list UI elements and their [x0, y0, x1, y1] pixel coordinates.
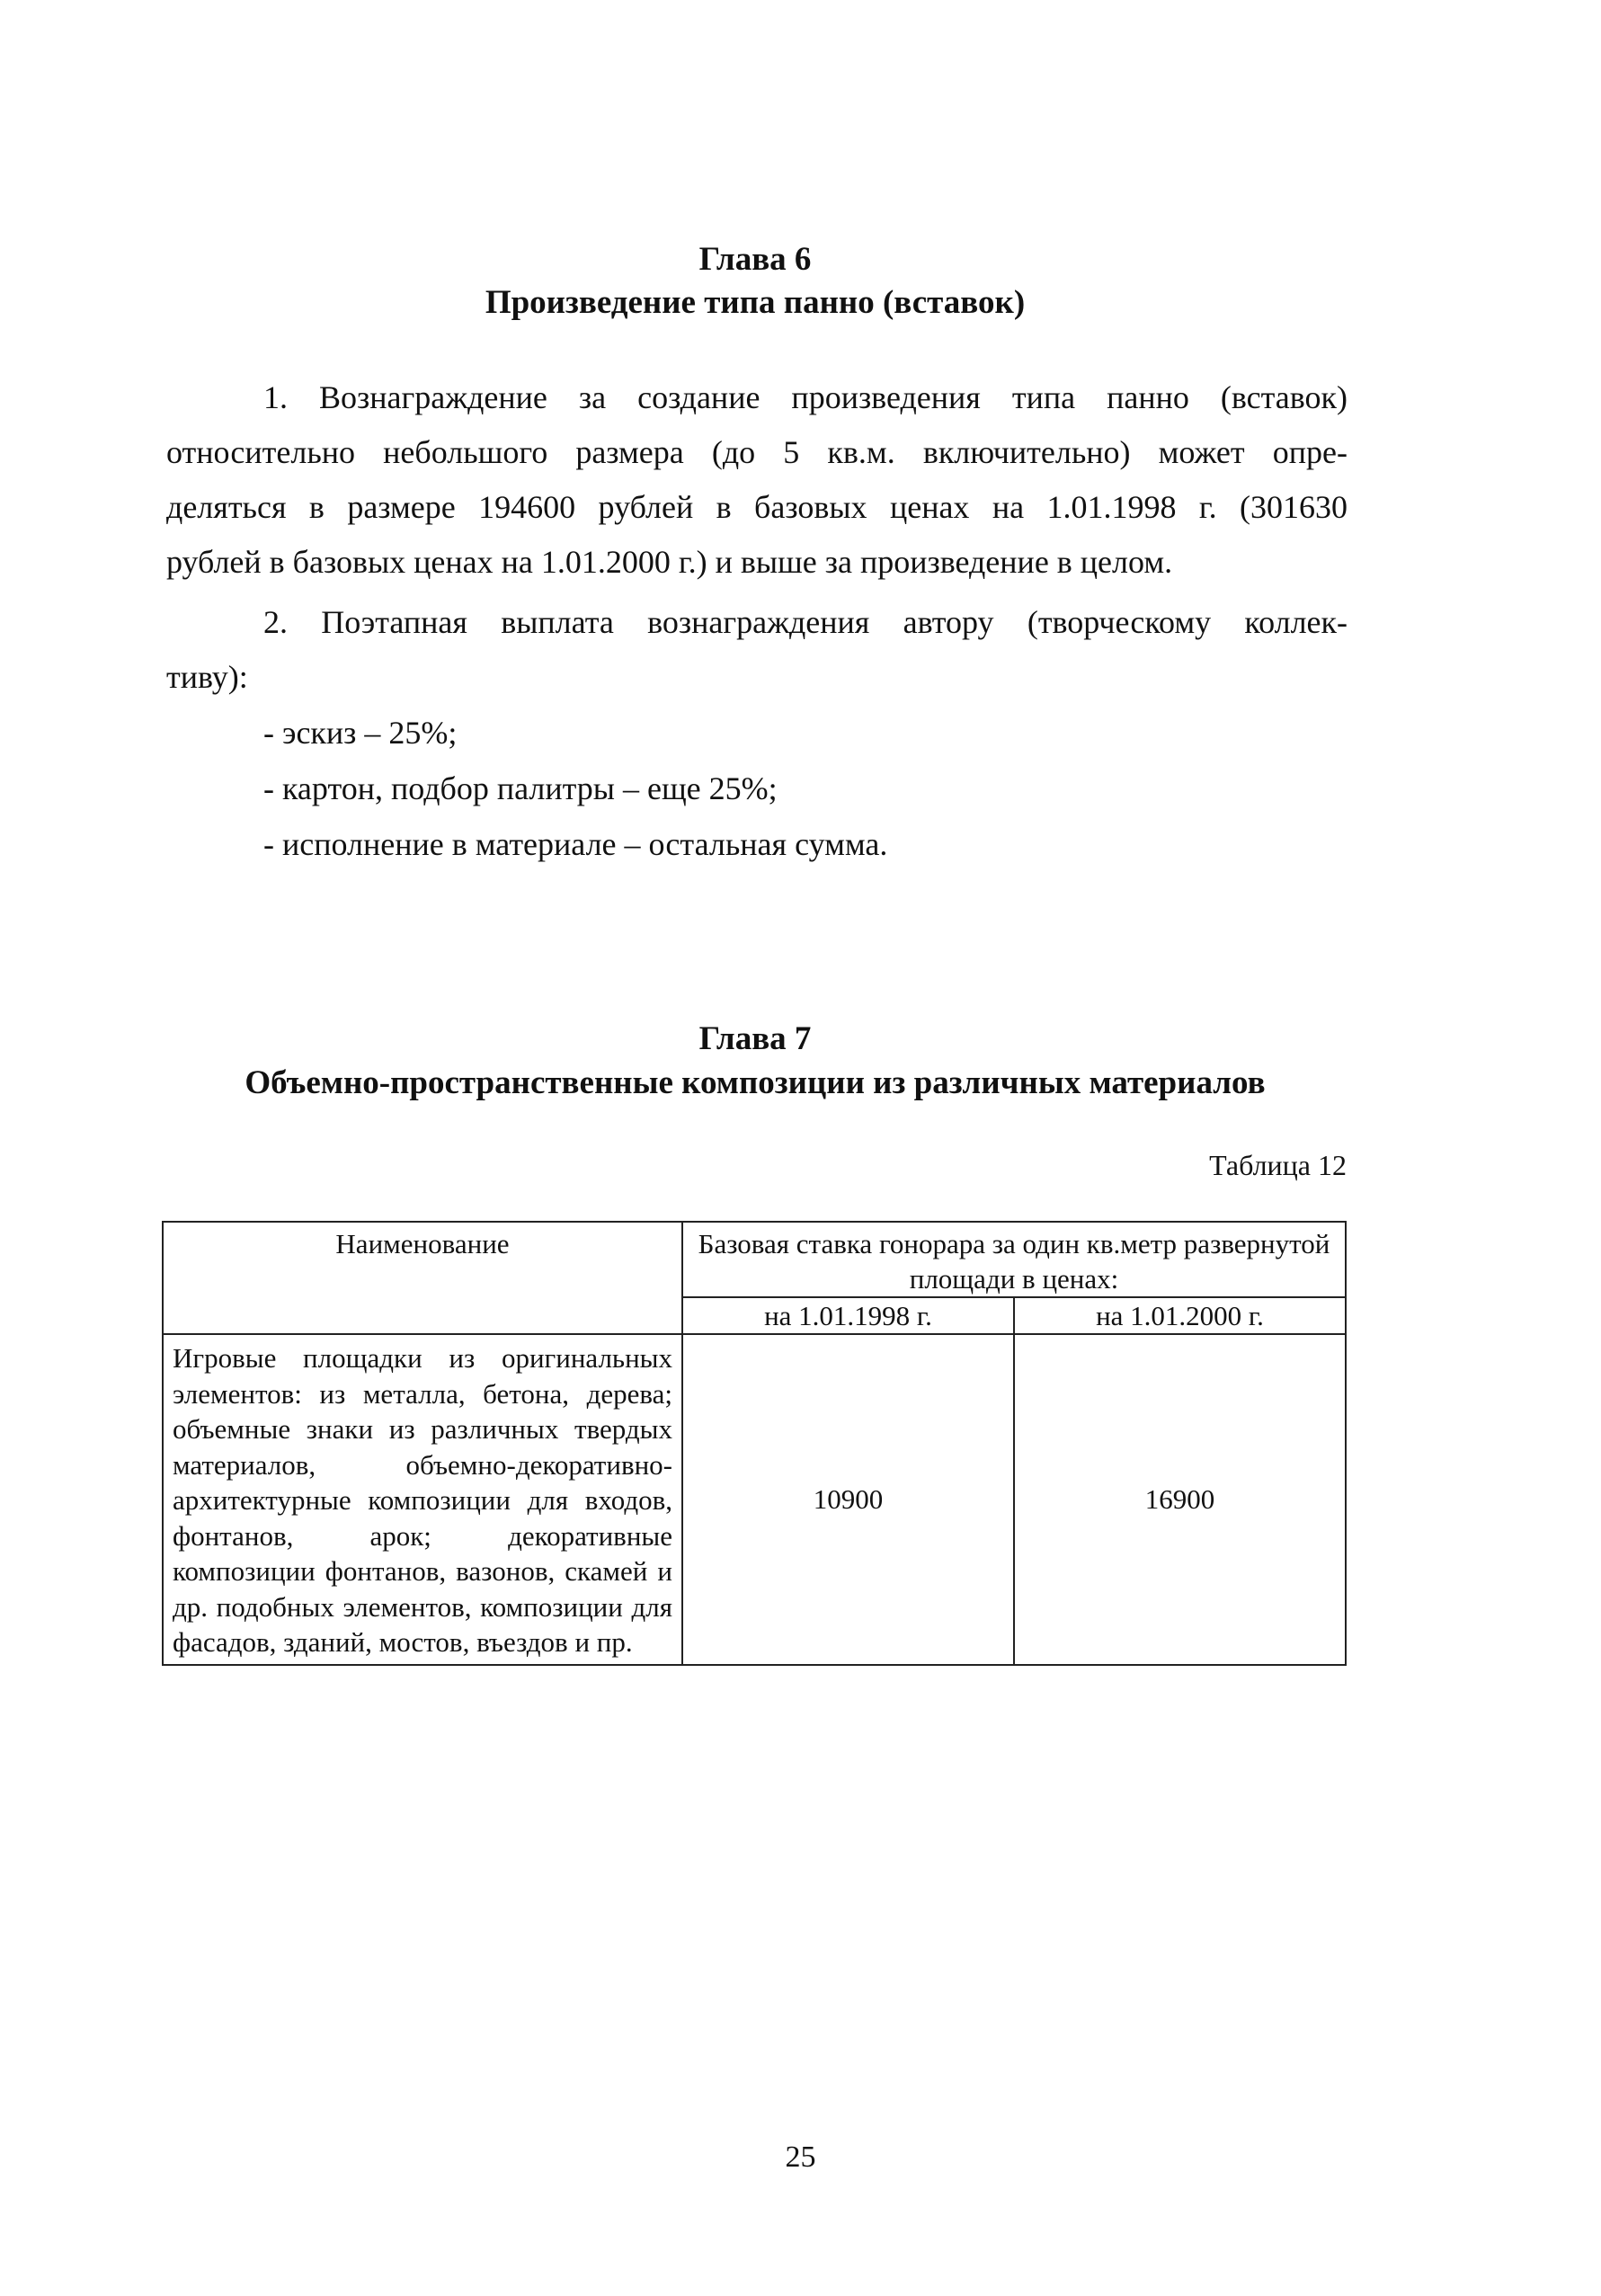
row-description: Игровые площадки из оригинальных элементов: из металла, бетона, дерева; объемные знаки из различных твердых материалов, объемно-декоративно-архитектурные композиции для входов, фонтанов, арок; декоративные композиции фонтанов, вазонов, скамей и др. подобных элементов, композиции для фасадов, зданий, мостов, въездов и пр. — [163, 1334, 682, 1665]
chapter-7-subtitle: Объемно-пространственные композиции из различных материалов — [245, 1064, 1266, 1101]
table-row — [163, 1334, 1346, 1665]
column-header-date-2000: на 1.01.2000 г. — [1014, 1297, 1346, 1334]
table-header-row — [163, 1222, 1346, 1297]
paragraph-line: тиву): — [166, 659, 248, 695]
chapter-6-subtitle: Произведение типа панно (вставок) — [485, 284, 1026, 321]
paragraph-line: деляться в размере 194600 рублей в базовых ценах на 1.01.1998 г. (301630 — [166, 489, 1348, 525]
value-2000: 16900 — [1014, 1334, 1346, 1665]
paragraph-line: относительно небольшого размера (до 5 кв.м. включительно) может опре- — [166, 434, 1348, 470]
paragraph-line: 1. Вознаграждение за создание произведения типа панно (вставок) — [263, 379, 1348, 415]
stage-item: - исполнение в материале – остальная сумма. — [263, 826, 888, 862]
chapter-6-title: Глава 6 — [698, 241, 812, 278]
rates-table — [162, 1221, 1347, 1666]
chapter-7-title: Глава 7 — [698, 1020, 812, 1057]
value-1998: 10900 — [682, 1334, 1014, 1665]
table-label: Таблица 12 — [1209, 1149, 1347, 1181]
stage-item: - эскиз – 25%; — [263, 715, 458, 751]
stage-item: - картон, подбор палитры – еще 25%; — [263, 770, 778, 806]
paragraph-line: 2. Поэтапная выплата вознаграждения автору (творческому коллек- — [263, 604, 1348, 640]
chapter-6-paragraph-2 — [166, 595, 1348, 705]
chapter-6-paragraph-1 — [166, 370, 1348, 590]
column-header-name: Наименование — [163, 1222, 682, 1334]
column-header-rate: Базовая ставка гонорара за один кв.метр развернутой площади в ценах: — [682, 1222, 1346, 1297]
column-header-date-1998: на 1.01.1998 г. — [682, 1297, 1014, 1334]
paragraph-line: рублей в базовых ценах на 1.01.2000 г.) и выше за произведение в целом. — [166, 544, 1173, 580]
page-number: 25 — [785, 2140, 816, 2174]
